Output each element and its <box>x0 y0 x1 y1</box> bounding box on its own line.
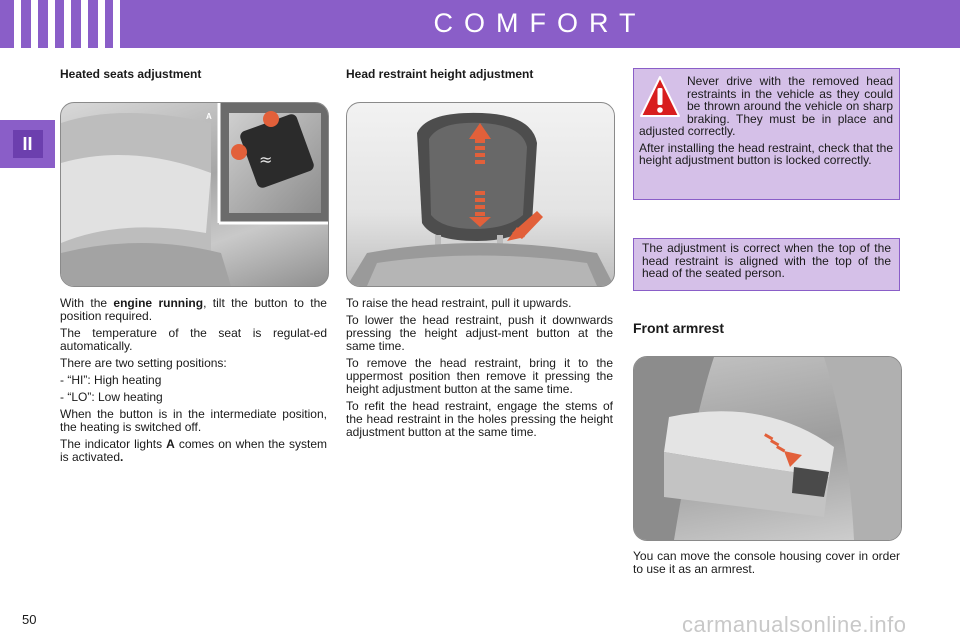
head-restraint-title: Head restraint height adjustment <box>346 67 534 81</box>
heated-seats-text: With the engine running, tilt the button to the position required. The temperature of the seat is regulat-ed automatically. There are two setting positions: - “HI”: High heating - “LO”: Low heating When the button is in the intermediate position, the heating is switched off. The indicator lights A comes on when the system is activated. <box>60 296 327 464</box>
head-restraint-photo <box>346 102 615 287</box>
armrest-text: You can move the console housing cover in order to use it as an armrest. <box>633 549 900 576</box>
info-box: The adjustment is correct when the top of the head restraint is aligned with the top of the head of the seated person. <box>633 238 900 291</box>
heated-seat-photo <box>60 102 329 287</box>
warning-text-1: Never drive with the removed head restraints in the vehicle as they could be thrown around the vehicle on sharp braking. They must be in place and adjusted correctly. <box>639 74 893 138</box>
heated-seats-title: Heated seats adjustment <box>60 67 202 81</box>
header-stripes <box>0 0 120 48</box>
page-number: 50 <box>22 612 37 627</box>
warning-box <box>633 68 900 200</box>
warning-icon <box>639 75 681 119</box>
svg-text:≈: ≈ <box>259 150 273 169</box>
armrest-title: Front armrest <box>633 320 725 336</box>
chapter-tab <box>0 120 55 168</box>
armrest-photo <box>633 356 902 541</box>
page-header <box>0 0 960 48</box>
warning-text-2: After installing the head restraint, check that the height adjustment button is locked correctly. <box>639 140 893 167</box>
page-title: COMFORT <box>433 8 647 38</box>
chapter-number: II <box>13 130 43 158</box>
watermark: carmanualsonline.info <box>682 612 907 637</box>
callout-label-a: A <box>206 112 212 121</box>
head-restraint-text: To raise the head restraint, pull it upwards. To lower the head restraint, push it downwards pressing the height adjust-ment button at the same time. To remove the head restraint, bring it to the uppermost position then remove it pressing the height adjustment button at the same time. To refit the head restraint, engage the stems of the head restraint in the holes pressing the height adjustment button at the same time. <box>346 296 613 439</box>
